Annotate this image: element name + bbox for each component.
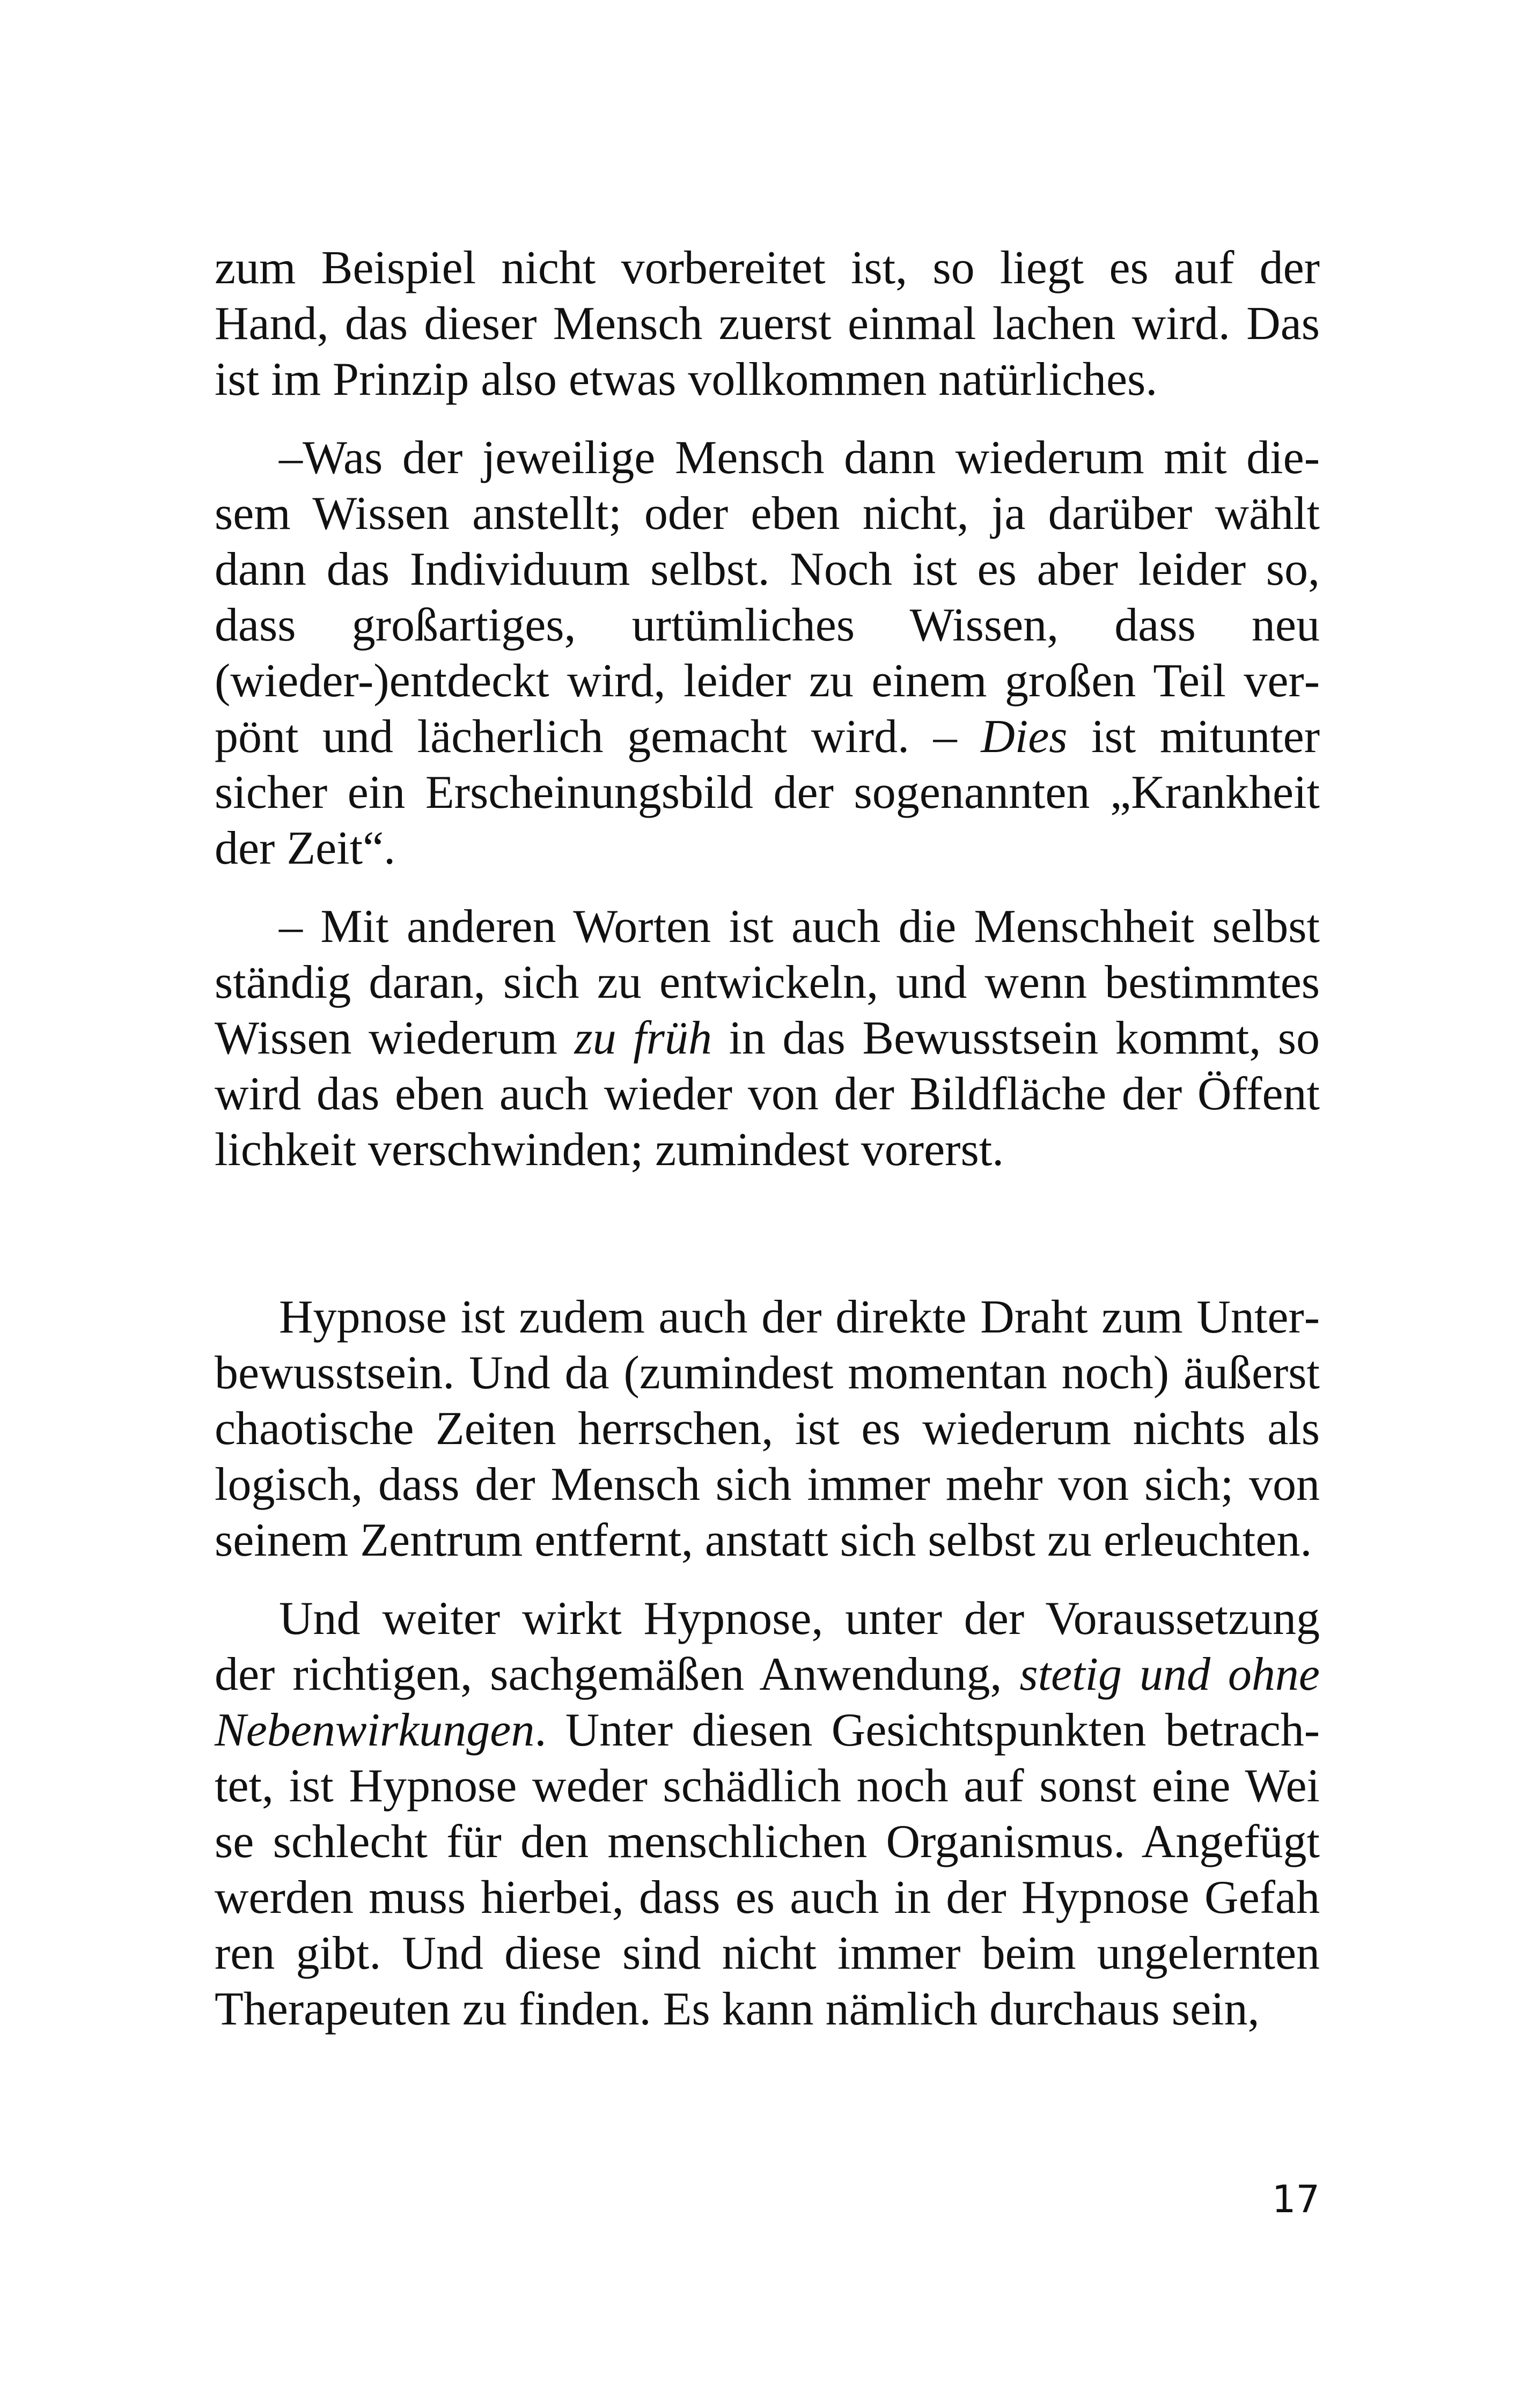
paragraph-text: zum Beispiel nicht vorbereitet ist, so liegt es auf der Hand, das dieser Mensch zuerst einmal lachen wird. Das ist im Prinzip also etwas vollkommen natürliches.	[215, 242, 1320, 406]
paragraph-text: Und weiter wirkt Hypnose, unter der Voraussetzung der richtigen, sachgemäßen Anwendung,	[215, 1593, 1320, 1700]
paragraph-text: Hypnose ist zudem auch der direkte Draht zum Unterbewusstsein. Und da (zumindest momentan noch) äußerst chaotische Zeiten herrschen, ist es wiederum nichts als logisch, dass der Mensch sich immer mehr von sich; von seinem Zentrum entfernt, anstatt sich selbst zu erleuchten.	[215, 1291, 1320, 1566]
emphasis-text: zu früh	[574, 1012, 712, 1064]
emphasis-text: Dies	[981, 711, 1068, 763]
paragraph-4	[215, 1290, 1320, 1568]
body-text	[215, 240, 1320, 2037]
paragraph-text: – Mit anderen Worten ist auch die Menschheit selbst ständig daran, sich zu entwickeln, und wenn bestimmtes Wissen wiederum	[215, 901, 1320, 1064]
paragraph-1	[215, 240, 1320, 408]
paragraph-5	[215, 1591, 1320, 2037]
paragraph-3	[215, 899, 1320, 1178]
paragraph-text: in das Bewusstsein kommt, so wird das eben auch wieder von der Bildfläche der Öffent lichkeit verschwinden; zumindest vorerst.	[215, 1012, 1320, 1176]
page-number: 17	[1272, 2177, 1320, 2221]
paragraph-text: . Unter diesen Gesichtspunkten betrachtet, ist Hypnose weder schädlich noch auf sonst eine Wei se schlecht für den menschlichen Organismus. Angefügt werden muss hierbei, dass es auch in der Hypnose Gefah ren gibt. Und diese sind nicht immer beim ungelernten Therapeuten zu finden. Es kann nämlich durchaus sein,	[215, 1704, 1320, 2035]
paragraph-text: ist mitunter sicher ein Erscheinungsbild der sogenannten „Krankheit der Zeit“.	[215, 711, 1320, 874]
paragraph-2	[215, 430, 1320, 877]
paragraph-text: –Was der jeweilige Mensch dann wiederum mit diesem Wissen anstellt; oder eben nicht, ja darüber wählt dann das Individuum selbst. Noch ist es aber leider so, dass großartiges, urtümliches Wissen, dass neu (wieder-)entdeckt wird, leider zu einem großen Teil verpönt und lächerlich gemacht wird. –	[215, 432, 1320, 763]
emphasis-text: stetig und ohne Nebenwirkungen	[215, 1648, 1320, 1756]
